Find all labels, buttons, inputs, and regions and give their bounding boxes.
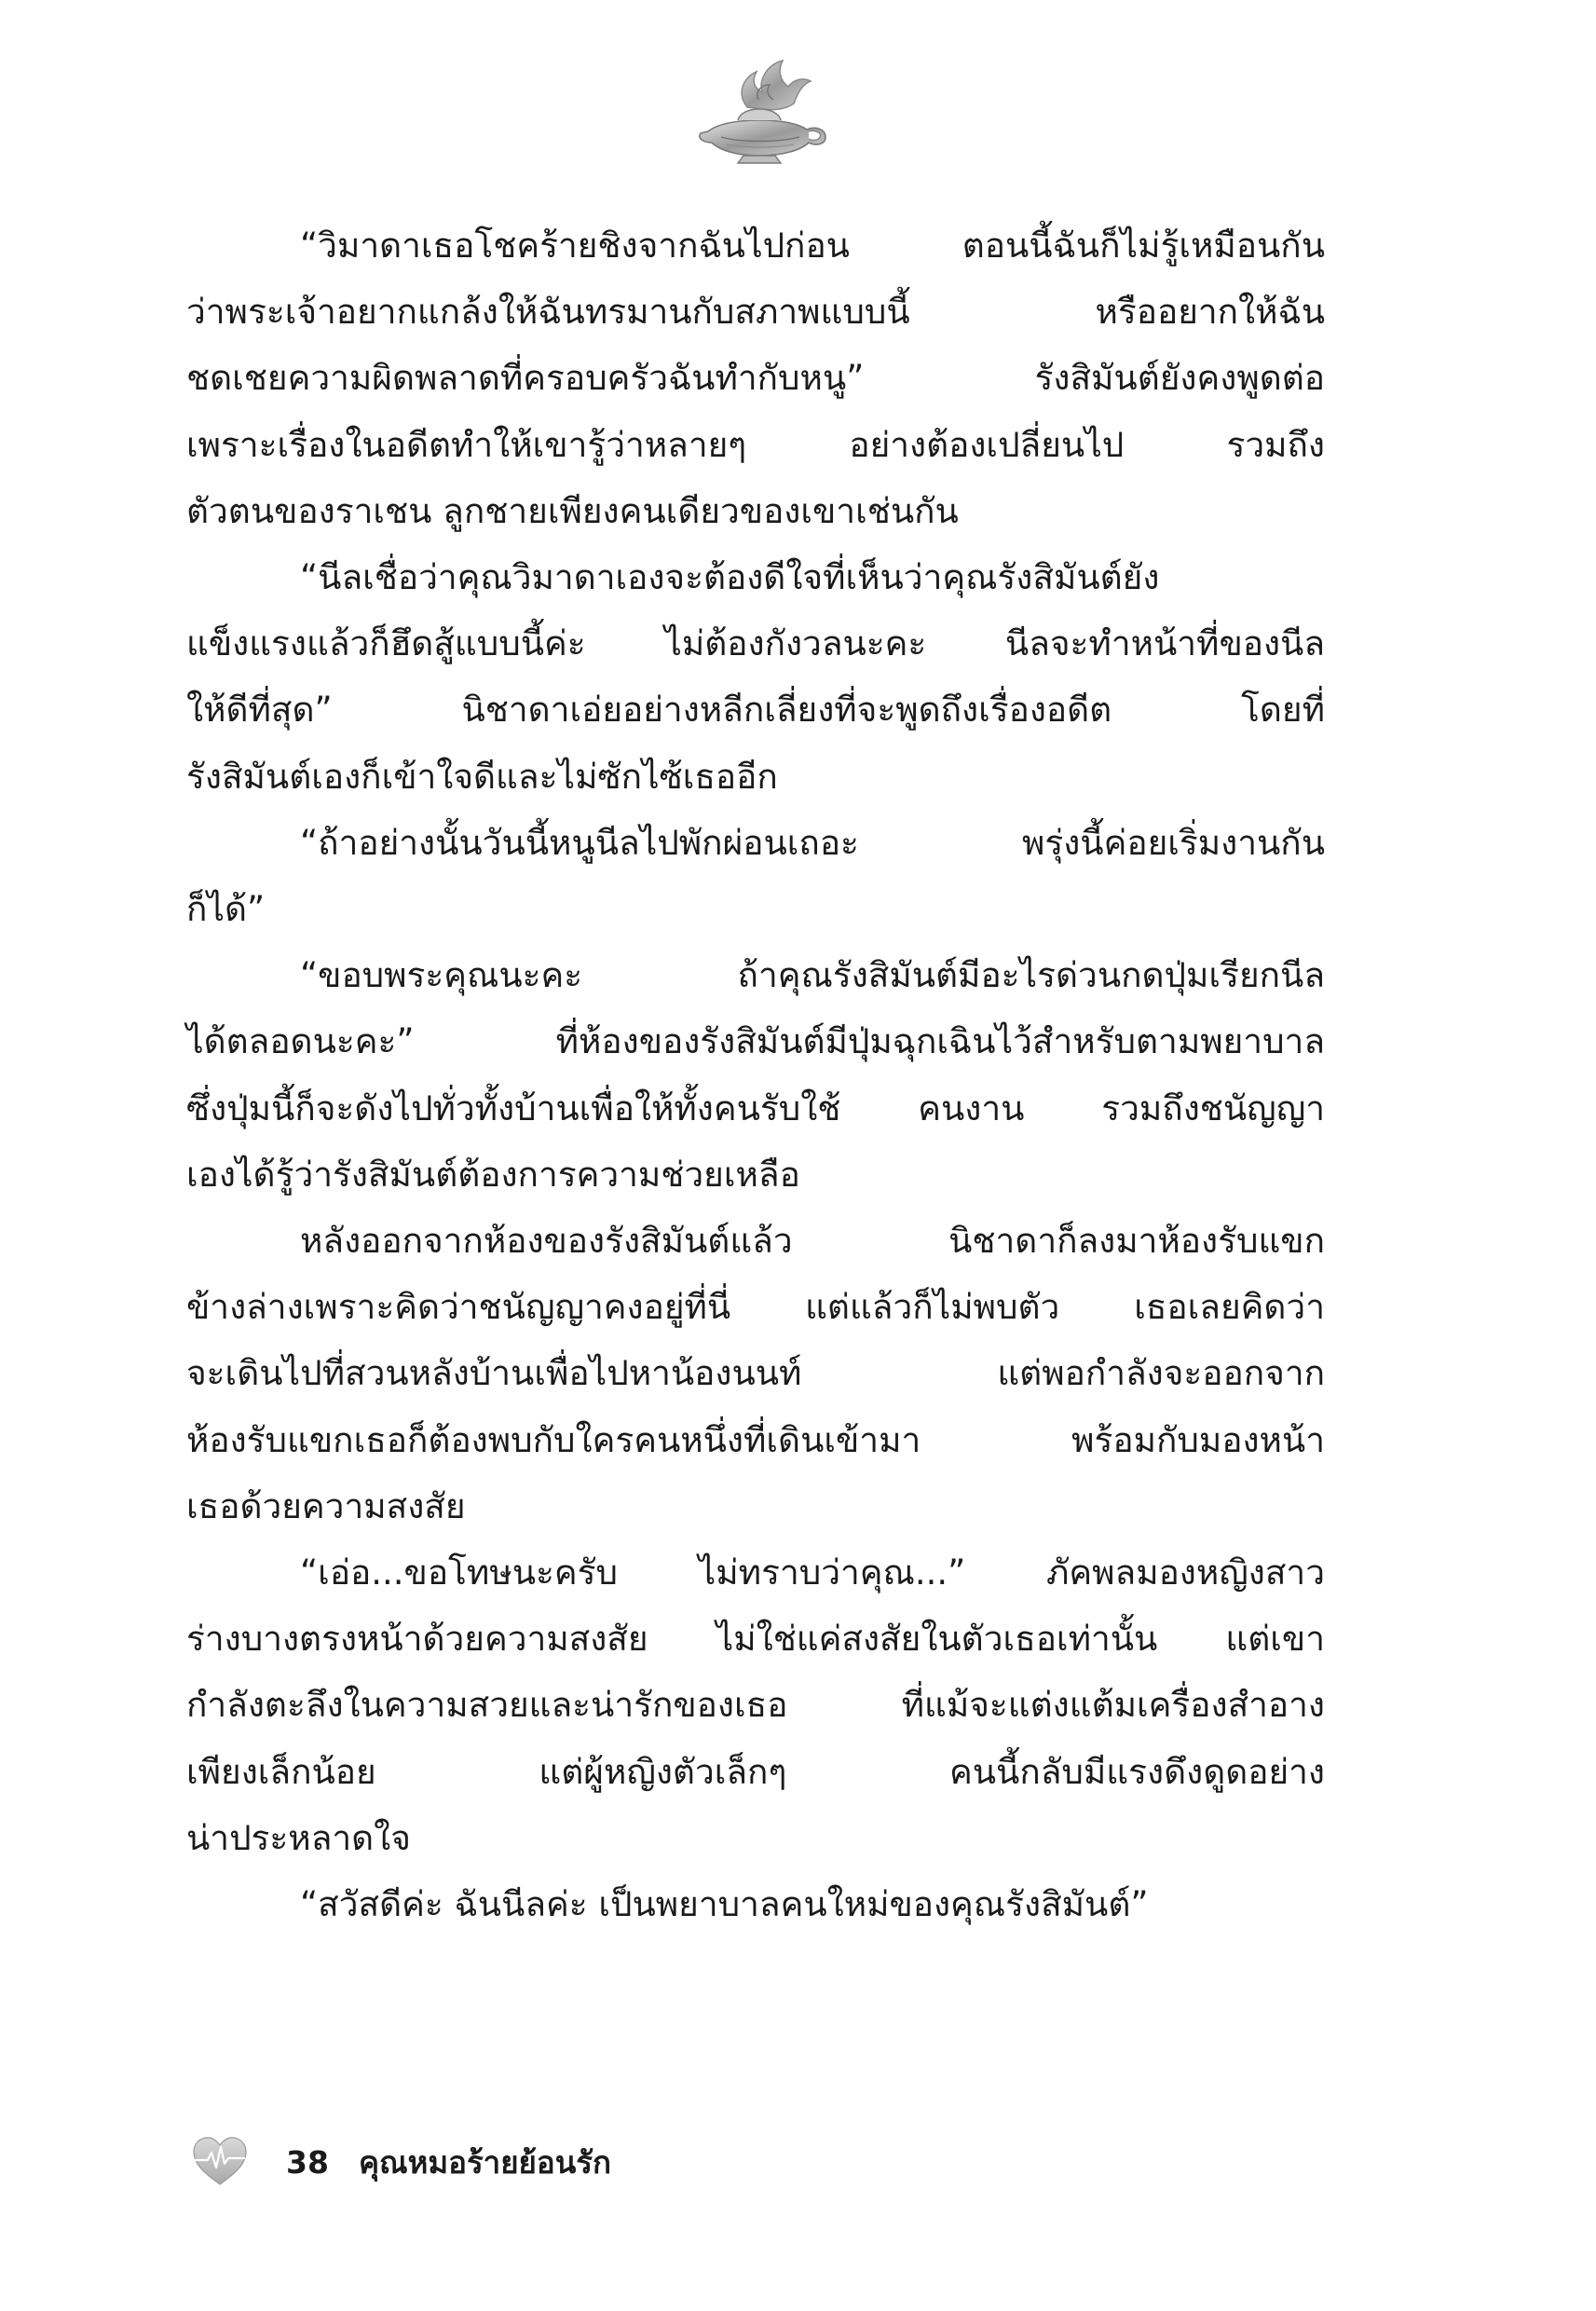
text-line: ก็ได้”: [186, 889, 266, 930]
paragraph: [186, 810, 1325, 942]
text-line: ร่างบางตรงหน้าด้วยความสงสัย ไม่ใช่แค่สงสัยในตัวเธอเท่านั้น แต่เขา: [186, 1619, 1325, 1660]
text-line: ตัวตนของราเชน ลูกชายเพียงคนเดียวของเขาเช่นกัน: [186, 490, 959, 531]
text-line: ซึ่งปุ่มนี้ก็จะดังไปทั่วทั้งบ้านเพื่อให้ทั้งคนรับใช้ คนงาน รวมถึงชนัญญา: [186, 1087, 1325, 1128]
paragraph: [186, 1871, 1325, 1937]
lamp-ornament-icon: [689, 51, 829, 168]
paragraph: [186, 544, 1325, 810]
text-line: ห้องรับแขกเธอก็ต้องพบกับใครคนหนึ่งที่เดินเข้ามา พร้อมกับมองหน้า: [186, 1419, 1325, 1460]
text-line: “เอ่อ...ขอโทษนะครับ ไม่ทราบว่าคุณ...” ภัคพลมองหญิงสาว: [300, 1552, 1325, 1593]
paragraph: [186, 942, 1325, 1208]
paragraph: [186, 1539, 1325, 1871]
text-line: ได้ตลอดนะคะ” ที่ห้องของรังสิมันต์มีปุ่มฉุกเฉินไว้สำหรับตามพยาบาล: [186, 1021, 1325, 1062]
body-text: [186, 212, 1325, 1937]
text-line: น่าประหลาดใจ: [186, 1817, 411, 1858]
text-line: แข็งแรงแล้วก็ฮึดสู้แบบนี้ค่ะ ไม่ต้องกังวลนะคะ นีลจะทำหน้าที่ของนีล: [186, 623, 1325, 664]
paragraph: [186, 1208, 1325, 1539]
text-line: ว่าพระเจ้าอยากแกล้งให้ฉันทรมานกับสภาพแบบนี้ หรืออยากให้ฉัน: [186, 292, 1325, 333]
text-line: ให้ดีที่สุด” นิชาดาเอ่ยอย่างหลีกเลี่ยงที่จะพูดถึงเรื่องอดีต โดยที่: [186, 690, 1325, 731]
text-line: หลังออกจากห้องของรังสิมันต์แล้ว นิชาดาก็ลงมาห้องรับแขก: [300, 1221, 1325, 1262]
text-line: “นีลเชื่อว่าคุณวิมาดาเองจะต้องดีใจที่เห็นว่าคุณรังสิมันต์ยัง: [300, 557, 1160, 598]
text-line: “ขอบพระคุณนะคะ ถ้าคุณรังสิมันต์มีอะไรด่วนกดปุ่มเรียกนีล: [300, 955, 1325, 996]
text-line: “วิมาดาเธอโชคร้ายชิงจากฉันไปก่อน ตอนนี้ฉันก็ไม่รู้เหมือนกัน: [300, 226, 1325, 266]
text-line: “ถ้าอย่างนั้นวันนี้หนูนีลไปพักผ่อนเถอะ พรุ่งนี้ค่อยเริ่มงานกัน: [300, 822, 1325, 863]
text-line: รังสิมันต์เองก็เข้าใจดีและไม่ซักไซ้เธออีก: [186, 756, 778, 797]
text-line: เธอด้วยความสงสัย: [186, 1485, 466, 1526]
text-line: ชดเชยความผิดพลาดที่ครอบครัวฉันทำกับหนู” รังสิมันต์ยังคงพูดต่อ: [186, 358, 1325, 399]
text-line: กำลังตะลึงในความสวยและน่ารักของเธอ ที่แม้จะแต่งแต้มเครื่องสำอาง: [186, 1685, 1325, 1726]
text-line: “สวัสดีค่ะ ฉันนีลค่ะ เป็นพยาบาลคนใหม่ของคุณรังสิมันต์”: [300, 1884, 1149, 1925]
text-line: ข้างล่างเพราะคิดว่าชนัญญาคงอยู่ที่นี่ แต่แล้วก็ไม่พบตัว เธอเลยคิดว่า: [186, 1287, 1325, 1328]
text-line: เพราะเรื่องในอดีตทำให้เขารู้ว่าหลายๆ อย่างต้องเปลี่ยนไป รวมถึง: [186, 424, 1325, 465]
text-line: เพียงเล็กน้อย แต่ผู้หญิงตัวเล็กๆ คนนี้กลับมีแรงดึงดูดอย่าง: [186, 1751, 1325, 1792]
text-line: จะเดินไปที่สวนหลังบ้านเพื่อไปหาน้องนนท์ แต่พอกำลังจะออกจาก: [186, 1353, 1325, 1394]
text-line: เองได้รู้ว่ารังสิมันต์ต้องการความช่วยเหลือ: [186, 1154, 800, 1195]
page-footer: [191, 2129, 611, 2195]
page-number: 38: [286, 2143, 329, 2181]
book-title: คุณหมอร้ายย้อนรัก: [358, 2143, 611, 2181]
paragraph: [186, 212, 1325, 544]
heart-pulse-icon: [191, 2136, 249, 2188]
